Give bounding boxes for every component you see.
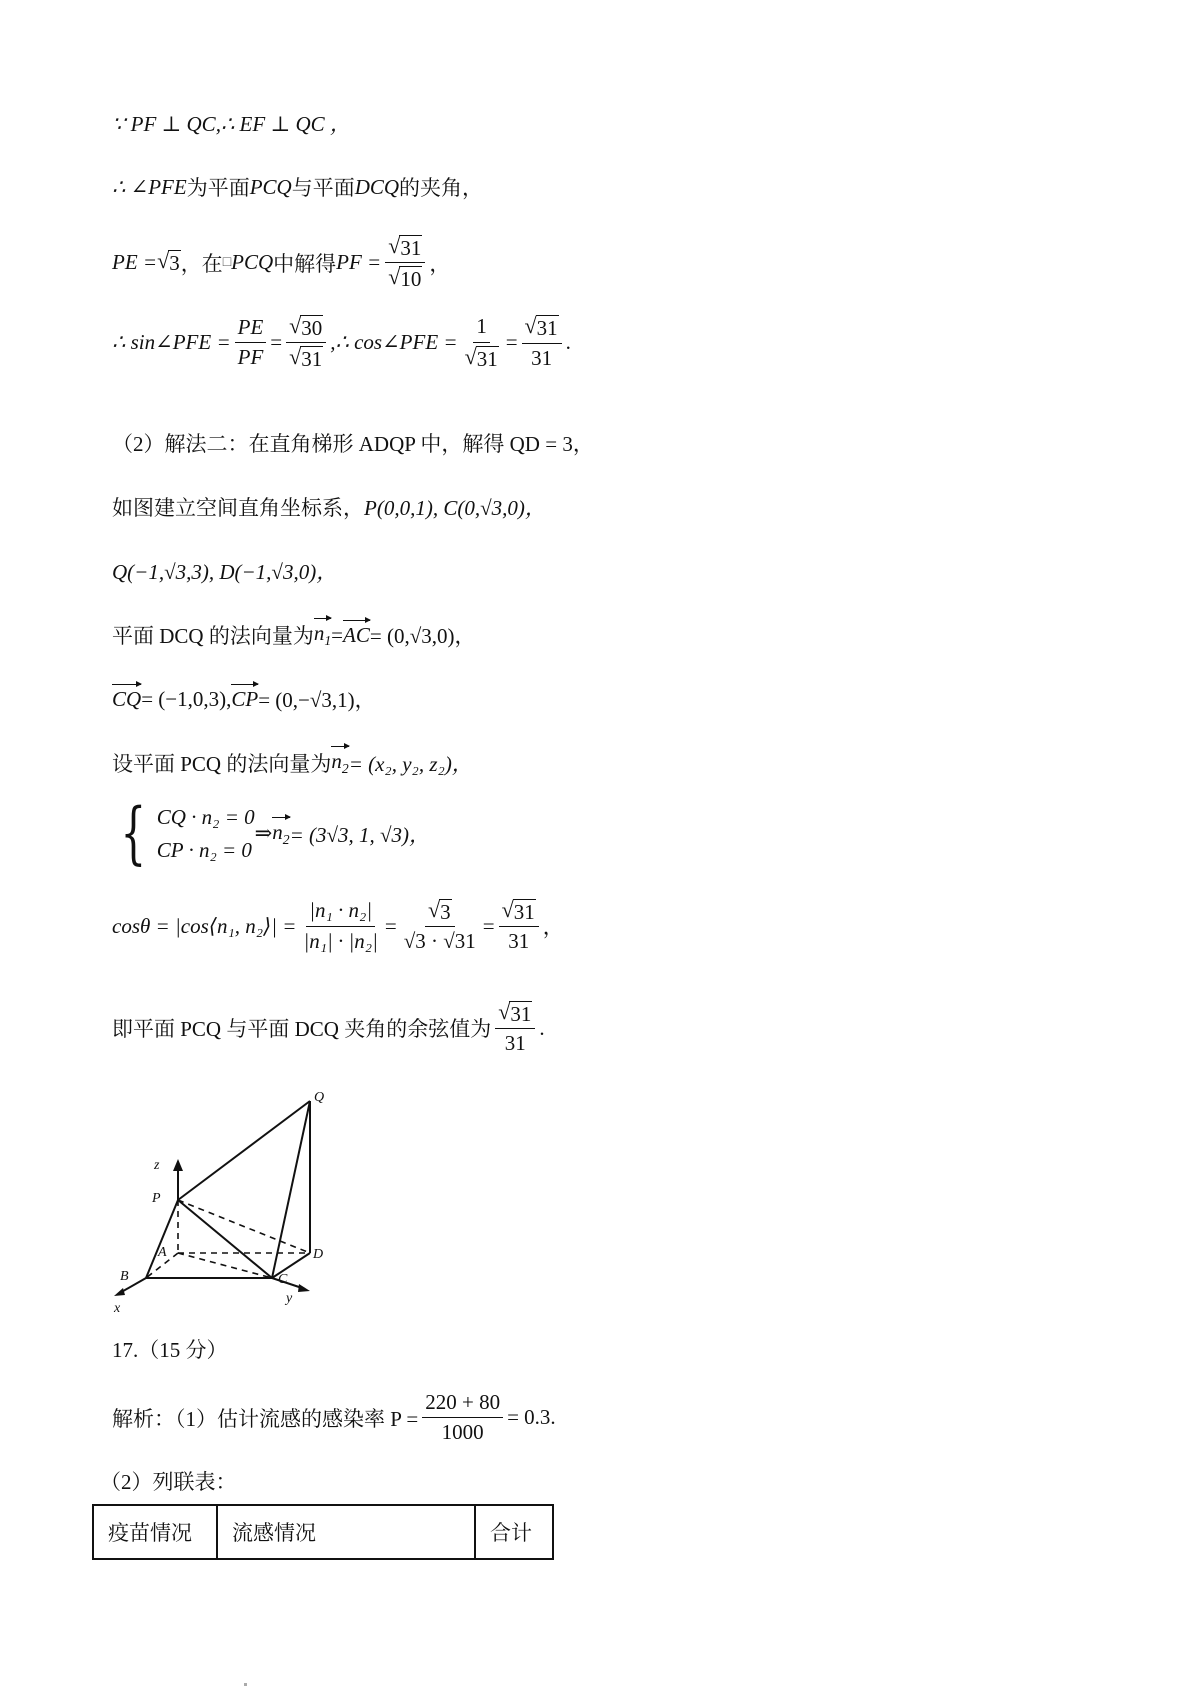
text-line-9 <box>112 684 376 714</box>
text-segment: （2）解法二：在直角梯形 ADQP 中，解得 QD = 3， <box>112 432 594 456</box>
text-line-10 <box>112 748 473 778</box>
text-line-4: ∴ sin∠PFE = $\frac{PE}{PF}$ = √ 30 √ 31 ,∴ cos∠PFE = 1 √ 31 = √ 31 31 . <box>112 313 571 372</box>
equation-system: { CQ · n₂ = 0 CP · n₂ = 0 <box>120 794 255 872</box>
problem-heading: 17.（15 分） <box>112 1338 228 1362</box>
text-segment: ，在 <box>180 251 223 276</box>
text-line-2 <box>112 172 483 202</box>
fraction: 1 √ 31 <box>464 314 498 371</box>
text-line-15 <box>112 1390 556 1445</box>
text-segment: 解析：（1）估计流感的感染率 P = <box>112 1406 419 1431</box>
label-y: y <box>286 1291 293 1306</box>
text-segment: = (3√3, 1, √3)， <box>289 822 431 847</box>
text-line-3 <box>112 234 450 291</box>
text-line-7 <box>112 556 337 586</box>
pe-equals: PE = <box>112 250 158 275</box>
text-segment: = 0.3. <box>507 1405 556 1430</box>
text-line-1 <box>112 108 351 138</box>
text-segment: 的夹角， <box>399 176 484 200</box>
text-segment: ， <box>429 251 451 276</box>
text-segment: = (0,√3,0)， <box>369 624 476 648</box>
label-p: P <box>152 1191 161 1206</box>
sin-expr: ∴ sin∠PFE = <box>112 330 231 355</box>
text-line-8 <box>112 620 475 650</box>
vector-cp: CP <box>231 686 259 711</box>
text-line-14 <box>112 1334 228 1364</box>
text-line-6 <box>112 492 546 522</box>
vector-n2: $n_2$ <box>272 819 290 847</box>
fraction: √ 3 √3 · √31 <box>403 897 476 954</box>
fraction: $\frac{220 + 80}{1000}$ <box>422 1390 503 1445</box>
equals: = <box>270 330 283 355</box>
label-c: C <box>278 1272 288 1287</box>
fraction: √ 31 √ 10 <box>385 234 425 291</box>
text-segment: 为平面 <box>186 176 250 200</box>
text-segment: = (x₂, y₂, z₂)， <box>348 752 473 776</box>
geometry-figure <box>100 1085 360 1315</box>
table-header-cell: 流感情况 <box>217 1505 475 1559</box>
fraction: √ 31 31 <box>499 898 539 954</box>
text-segment: 中解得 <box>273 251 337 276</box>
fraction: $\frac{\text{|n₁ · n₂|}}{\text{|n₁| · |n₂|}}$ <box>303 898 378 953</box>
table-header-cell: 疫苗情况 <box>93 1505 217 1559</box>
cos-theta: cosθ = |cos⟨n₁, n₂⟩| = <box>112 913 297 938</box>
equals: = <box>331 622 344 647</box>
label-x: x <box>114 1301 121 1315</box>
text-line-5 <box>112 428 594 458</box>
text-segment: （2）列联表： <box>100 1470 237 1494</box>
table-header-cell: 合计 <box>475 1505 553 1559</box>
missing-glyph-box: □ <box>222 254 232 270</box>
label-z: z <box>154 1158 160 1173</box>
text-segment: 平面 DCQ 的法向量为 <box>112 624 314 648</box>
math-text: ∵ PF ⊥ QC,∴ EF ⊥ QC ， <box>112 112 351 136</box>
text-line-12: cosθ = |cos⟨n₁, n₂⟩| = $\frac{\text{|n₁ · n₂|}}{\text{|n₁| · |n₂|}}$ = √ 3 √3 · √31 = √ 31 31 ， <box>112 897 564 954</box>
text-segment: = (−1,0,3), <box>141 686 232 711</box>
label-b: B <box>120 1269 129 1284</box>
fraction: √ 31 31 <box>495 1000 535 1056</box>
vector-cq: CQ <box>112 686 142 711</box>
implies: ⇒ <box>254 821 273 846</box>
text-line-16 <box>100 1466 237 1496</box>
system-row-2: CP · n₂ = 0 <box>156 837 252 862</box>
plane-pcq: PCQ <box>249 174 292 199</box>
fraction: √ 31 31 <box>522 314 562 370</box>
system-row-1: CQ · n₂ = 0 <box>156 804 255 829</box>
table-row <box>93 1505 553 1559</box>
fraction: $\frac{PE}{PF}$ <box>235 315 267 370</box>
vector-n1: $n_1$ <box>313 620 332 649</box>
pf-equals: PF = <box>336 250 382 275</box>
contingency-table <box>92 1504 554 1560</box>
fraction: √ 30 √ 31 <box>286 314 326 371</box>
text-segment: 即平面 PCQ 与平面 DCQ 夹角的余弦值为 <box>112 1017 492 1042</box>
coordinates-pc: P(0,0,1), C(0,√3,0)， <box>364 496 546 520</box>
coordinates-qd: Q(−1,√3,3), D(−1,√3,0)， <box>112 560 338 584</box>
text-segment: 设平面 PCQ 的法向量为 <box>112 752 332 776</box>
cos-expr: ,∴ cos∠PFE = <box>330 330 458 355</box>
triangle-pcq: PCQ <box>231 250 274 275</box>
text-segment: ， <box>542 915 564 940</box>
sqrt-expr: √ 3 <box>157 248 180 276</box>
plane-dcq: DCQ <box>354 174 400 199</box>
angle-pfe: ∴ ∠PFE <box>112 174 187 199</box>
text-line-11 <box>112 794 431 872</box>
text-segment: 如图建立空间直角坐标系， <box>112 496 364 520</box>
text-segment: . <box>565 330 571 355</box>
text-segment: = (0,−√3,1)， <box>258 688 376 712</box>
label-a: A <box>158 1245 167 1260</box>
vector-n2: $n_2$ <box>331 748 349 777</box>
text-line-13 <box>112 1000 545 1056</box>
scan-dot <box>244 1683 247 1686</box>
vector-ac: AC <box>343 622 370 647</box>
text-segment: 与平面 <box>291 176 355 200</box>
label-q: Q <box>314 1090 325 1105</box>
label-d: D <box>313 1247 324 1262</box>
text-segment: . <box>539 1015 545 1040</box>
